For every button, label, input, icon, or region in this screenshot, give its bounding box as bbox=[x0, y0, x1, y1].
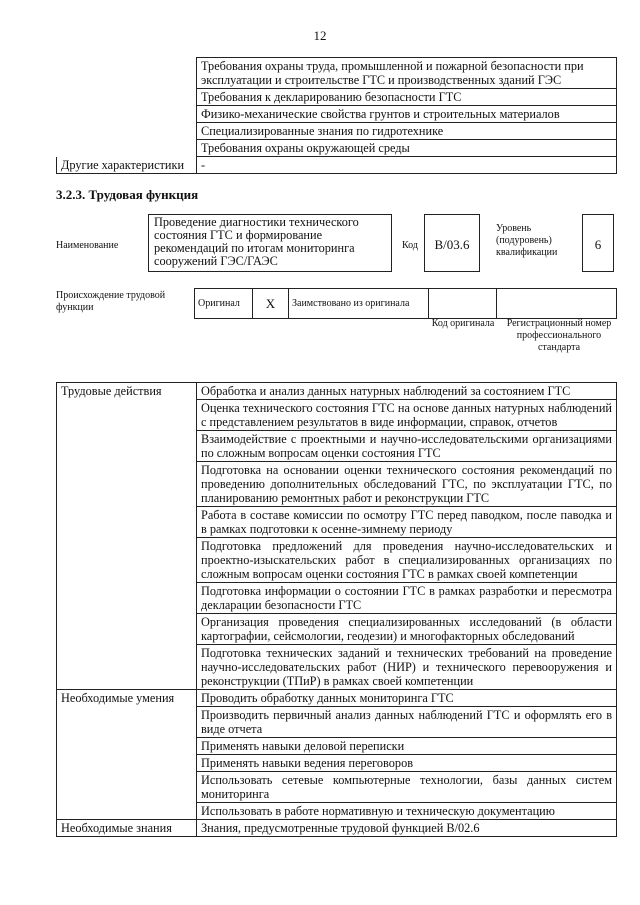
labor-actions-label: Трудовые действия bbox=[57, 383, 197, 400]
labor-action-row: Подготовка на основании оценки технического состояния рекомендаций по проведению дополнительных обследований ГТС, по эксплуатации ГТС, по планированию ремонтных работ и реконструкции ГТС bbox=[197, 462, 617, 507]
empty-label-cell bbox=[57, 772, 197, 803]
code-label: Код bbox=[402, 240, 418, 251]
origin-reg-cell bbox=[497, 289, 617, 319]
code-original-caption: Код оригинала bbox=[431, 318, 495, 329]
requirement-row: Физико-механические свойства грунтов и строительных материалов bbox=[197, 106, 617, 123]
empty-label-cell bbox=[57, 507, 197, 538]
requirement-row: Требования к декларированию безопасности ГТС bbox=[197, 89, 617, 106]
requirement-row: Требования охраны труда, промышленной и пожарной безопасности при эксплуатации и строительстве ГТС и производственных зданий ГЭС bbox=[197, 58, 617, 89]
empty-label-cell bbox=[57, 755, 197, 772]
empty-label-cell bbox=[57, 106, 197, 123]
empty-label-cell bbox=[57, 140, 197, 157]
original-mark: X bbox=[253, 289, 289, 319]
requirements-table bbox=[56, 57, 617, 174]
empty-label-cell bbox=[57, 538, 197, 583]
empty-label-cell bbox=[57, 400, 197, 431]
skill-row: Проводить обработку данных мониторинга ГТС bbox=[197, 690, 617, 707]
empty-label-cell bbox=[57, 738, 197, 755]
required-knowledge-label: Необходимые знания bbox=[57, 820, 197, 837]
empty-label-cell bbox=[57, 707, 197, 738]
reg-number-caption: Регистрационный номер профессионального стандарта bbox=[506, 318, 612, 353]
skill-row: Применять навыки деловой переписки bbox=[197, 738, 617, 755]
labor-action-row: Обработка и анализ данных натурных наблюдений за состоянием ГТС bbox=[197, 383, 617, 400]
origin-label: Происхождение трудовой функции bbox=[56, 290, 166, 313]
name-label: Наименование bbox=[56, 240, 119, 251]
empty-label-cell bbox=[57, 123, 197, 140]
requirement-row: Специализированные знания по гидротехнике bbox=[197, 123, 617, 140]
borrowed-label: Заимствовано из оригинала bbox=[289, 289, 429, 319]
origin-table bbox=[194, 288, 617, 319]
other-characteristics-label: Другие характеристики bbox=[57, 157, 197, 174]
empty-label-cell bbox=[57, 462, 197, 507]
empty-label-cell bbox=[57, 583, 197, 614]
function-name: Проведение диагностики технического состояния ГТС и формирование рекомендаций по итогам мониторинга сооружений ГЭС/ГАЭС bbox=[148, 214, 392, 272]
skill-row: Применять навыки ведения переговоров bbox=[197, 755, 617, 772]
skill-row: Использовать сетевые компьютерные технологии, базы данных систем мониторинга bbox=[197, 772, 617, 803]
empty-label-cell bbox=[57, 645, 197, 690]
labor-action-row: Работа в составе комиссии по осмотру ГТС перед паводком, после паводка и в рамках подготовки к осенне-зимнему периоду bbox=[197, 507, 617, 538]
empty-label-cell bbox=[57, 58, 197, 89]
qualification-level: 6 bbox=[582, 214, 614, 272]
empty-label-cell bbox=[57, 803, 197, 820]
other-characteristics-value: - bbox=[197, 157, 617, 174]
function-code: В/03.6 bbox=[424, 214, 480, 272]
requirement-row: Требования охраны окружающей среды bbox=[197, 140, 617, 157]
empty-label-cell bbox=[57, 89, 197, 106]
origin-code-cell bbox=[429, 289, 497, 319]
labor-function-table bbox=[56, 382, 617, 837]
labor-action-row: Подготовка предложений для проведения научно-исследовательских и проектно-изыскательских работ в специализированных организациях по сложным вопросам оценки состояния ГТС в рамках своей компетенции bbox=[197, 538, 617, 583]
skill-row: Производить первичный анализ данных наблюдений ГТС и оформлять его в виде отчета bbox=[197, 707, 617, 738]
page-number: 12 bbox=[313, 28, 327, 43]
level-label: Уровень (подуровень) квалификации bbox=[496, 223, 558, 258]
empty-label-cell bbox=[57, 614, 197, 645]
skill-row: Использовать в работе нормативную и техническую документацию bbox=[197, 803, 617, 820]
labor-action-row: Подготовка информации о состоянии ГТС в рамках разработки и пересмотра декларации безопасности ГТС bbox=[197, 583, 617, 614]
empty-label-cell bbox=[57, 431, 197, 462]
section-title: 3.2.3. Трудовая функция bbox=[56, 187, 199, 202]
labor-action-row: Организация проведения специализированных исследований (в области картографии, сейсмологии, геодезии) и многофакторных обследований bbox=[197, 614, 617, 645]
required-skills-label: Необходимые умения bbox=[57, 690, 197, 707]
knowledge-row: Знания, предусмотренные трудовой функцией В/02.6 bbox=[197, 820, 617, 837]
labor-action-row: Взаимодействие с проектными и научно-исследовательскими организациями по сложным вопросам оценки состояния ГТС bbox=[197, 431, 617, 462]
labor-action-row: Подготовка технических заданий и технических требований на проведение научно-исследовательских работ (НИР) и технического перевооружения и реконструкции (ТПиР) в рамках своей компетенции bbox=[197, 645, 617, 690]
original-label: Оригинал bbox=[195, 289, 253, 319]
labor-action-row: Оценка технического состояния ГТС на основе данных натурных наблюдений с представлением результатов в виде информации, справок, отчетов bbox=[197, 400, 617, 431]
